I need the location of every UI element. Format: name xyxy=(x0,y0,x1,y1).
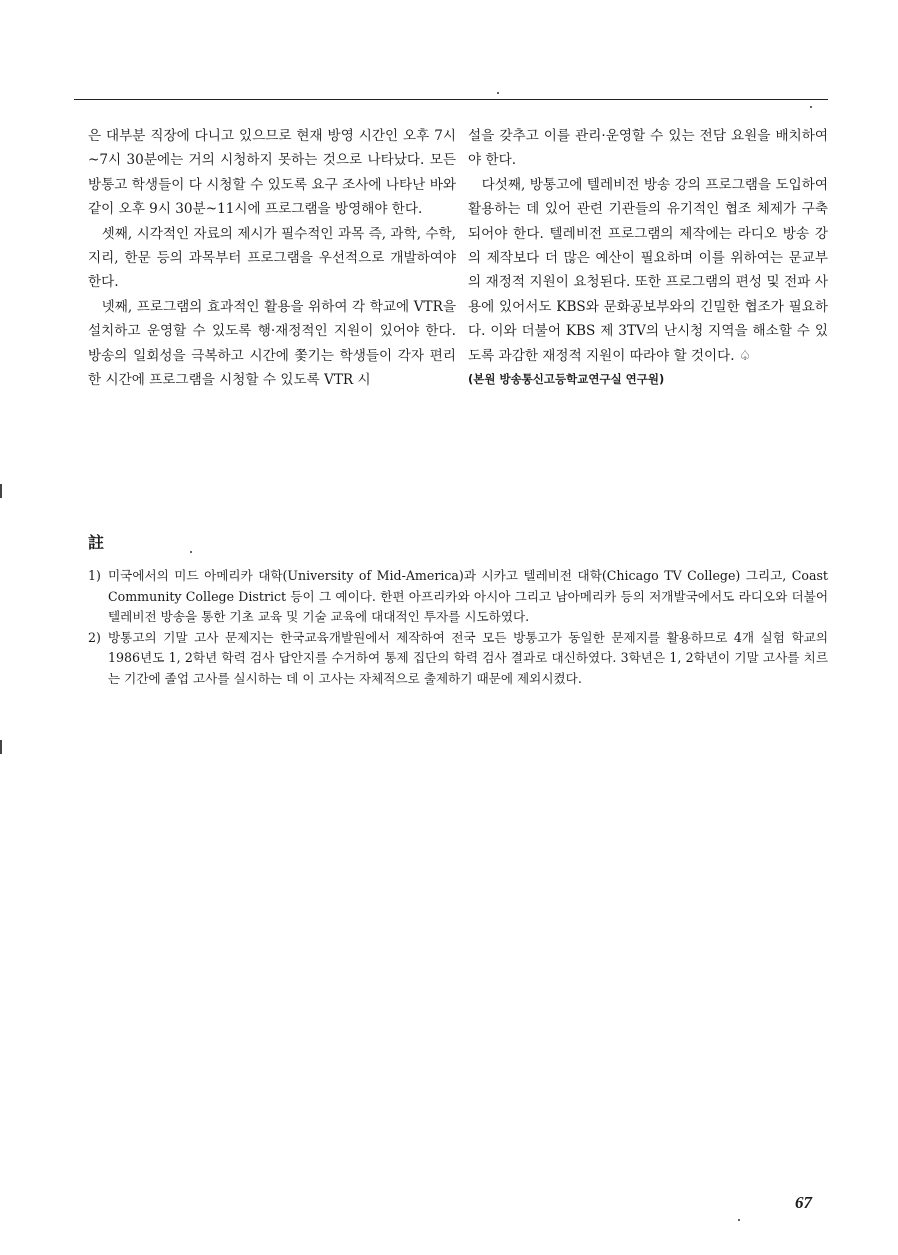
right-column xyxy=(468,124,828,390)
top-rule xyxy=(74,99,828,100)
note-item xyxy=(88,628,828,690)
left-column xyxy=(88,124,456,392)
note-text: 미국에서의 미드 아메리카 대학(University of Mid-America)과 시카고 텔레비전 대학(Chicago TV College) 그리고, Coast Community College District 등이 그 예이다. 한편 아프리카와 아시아 그리고 남아메리카 등의 저개발국에서도 라디오와 더불어 텔레비전 방송을 통한 기초 교육 및 기술 교육에 대대적인 투자를 시도하였다. xyxy=(108,568,828,624)
notes-list xyxy=(88,566,828,689)
body-paragraph: 설을 갖추고 이를 관리·운영할 수 있는 전담 요원을 배치하여야 한다. xyxy=(468,128,828,169)
print-speck xyxy=(810,106,812,108)
note-number: 1) xyxy=(88,568,101,583)
print-speck xyxy=(497,92,499,94)
body-paragraph: 셋째, 시각적인 자료의 제시가 필수적인 과목 즉, 과학, 수학, 지리, 한문 등의 과목부터 프로그램을 우선적으로 개발하여야 한다. xyxy=(88,225,456,291)
note-item xyxy=(88,566,828,628)
note-text: 방통고의 기말 고사 문제지는 한국교육개발원에서 제작하여 전국 모든 방통고가 동일한 문제지를 활용하므로 4개 실험 학교의 1986년도 1, 2학년 학력 검사 답안지를 수거하여 통제 집단의 학력 검사 결과로 대신하였다. 3학년은 1, 2학년이 기말 고사를 치르는 기간에 졸업 고사를 실시하는 데 이 고사는 자체적으로 출제하기 때문에 제외시켰다. xyxy=(108,629,828,686)
body-paragraph-text: 다섯째, 방통고에 텔레비전 방송 강의 프로그램을 도입하여 활용하는 데 있어 관련 기관들의 유기적인 협조 체제가 구축되어야 한다. 텔레비전 프로그램의 제작에는 라디오 방송 강의 제작보다 더 많은 예산이 필요하며 이를 위하여는 문교부의 재정적 지원이 요청된다. 또한 프로그램의 편성 및 전파 사용에 있어서도 KBS와 문화공보부와의 긴밀한 협조가 필요하다. 이와 더불어 KBS 제 3TV의 난시청 지역을 해소할 수 있도록 과감한 재정적 지원이 따라야 할 것이다. xyxy=(468,176,828,364)
body-paragraph xyxy=(468,173,828,368)
body-paragraph: 은 대부분 직장에 다니고 있으므로 현재 방영 시간인 오후 7시~7시 30분에는 거의 시청하지 못하는 것으로 나타났다. 모든 방통고 학생들이 다 시청할 수 있도록 요구 조사에 나타난 바와 같이 오후 9시 30분~11시에 프로그램을 방영해야 한다. xyxy=(88,128,456,218)
end-mark-icon: ♤ xyxy=(738,347,752,364)
note-number: 2) xyxy=(88,629,101,645)
body-paragraph: 넷째, 프로그램의 효과적인 활용을 위하여 각 학교에 VTR을 설치하고 운영할 수 있도록 행·재정적인 지원이 있어야 한다. 방송의 일회성을 극복하고 시간에 쫓기는 학생들이 각자 편리한 시간에 프로그램을 시청할 수 있도록 VTR 시 xyxy=(88,298,456,389)
author-affiliation: (본원 방송통신고등학교연구실 연구원) xyxy=(468,372,665,387)
page-number: 67 xyxy=(795,1193,812,1212)
notes-heading: 註 xyxy=(88,533,105,552)
print-speck xyxy=(190,551,192,553)
print-speck xyxy=(738,1219,740,1221)
margin-mark xyxy=(0,484,2,498)
margin-mark xyxy=(0,740,2,754)
